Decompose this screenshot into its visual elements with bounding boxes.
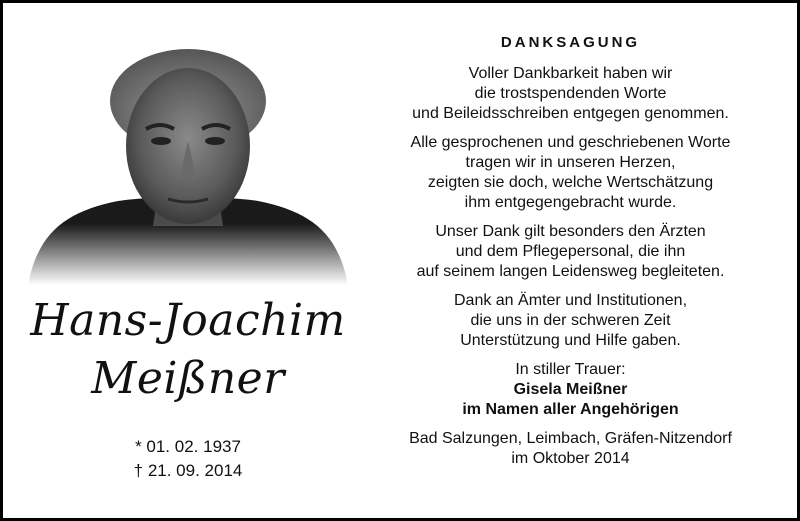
signature-block [373,360,768,420]
paragraph-3 [373,222,768,282]
paragraph-4 [373,291,768,351]
text-line: auf seinem langen Leidensweg begleiteten. [416,263,725,280]
text-line: Unterstützung und Hilfe gaben. [460,332,681,349]
text-line: ihm entgegengebracht wurde. [464,194,677,211]
text-line: die trostspendenden Worte [474,85,667,102]
signature-name: Gisela Meißner [513,381,628,398]
portrait-photo [28,41,348,285]
signature-family: im Namen aller Angehörigen [462,401,679,418]
text-line: und Beileidsschreiben entgegen genommen. [412,105,729,122]
thanks-text [373,34,768,469]
text-line: Voller Dankbarkeit haben wir [468,65,673,82]
text-line: zeigten sie doch, welche Wertschätzung [427,174,714,191]
text-line: und dem Pflegepersonal, die ihn [455,243,686,260]
text-line: die uns in der schweren Zeit [470,312,671,329]
death-date: † 21. 09. 2014 [133,461,243,480]
heading: DANKSAGUNG [500,34,641,51]
place-date [373,429,768,469]
place-month: im Oktober 2014 [511,450,630,467]
text-line: Unser Dank gilt besonders den Ärzten [435,223,706,240]
text-line: tragen wir in unseren Herzen, [465,154,676,171]
signature-intro: In stiller Trauer: [515,361,626,378]
paragraph-2 [373,133,768,213]
life-dates [3,435,373,483]
text-line: Alle gesprochenen und geschriebenen Worte [410,134,731,151]
birth-date: * 01. 02. 1937 [135,437,241,456]
paragraph-1 [373,64,768,124]
deceased-last-name: Meißner [91,353,285,404]
place-towns: Bad Salzungen, Leimbach, Gräfen-Nitzendorf [409,430,732,447]
text-line: Dank an Ämter und Institutionen, [453,292,688,309]
deceased-first-name: Hans-Joachim [30,295,346,346]
